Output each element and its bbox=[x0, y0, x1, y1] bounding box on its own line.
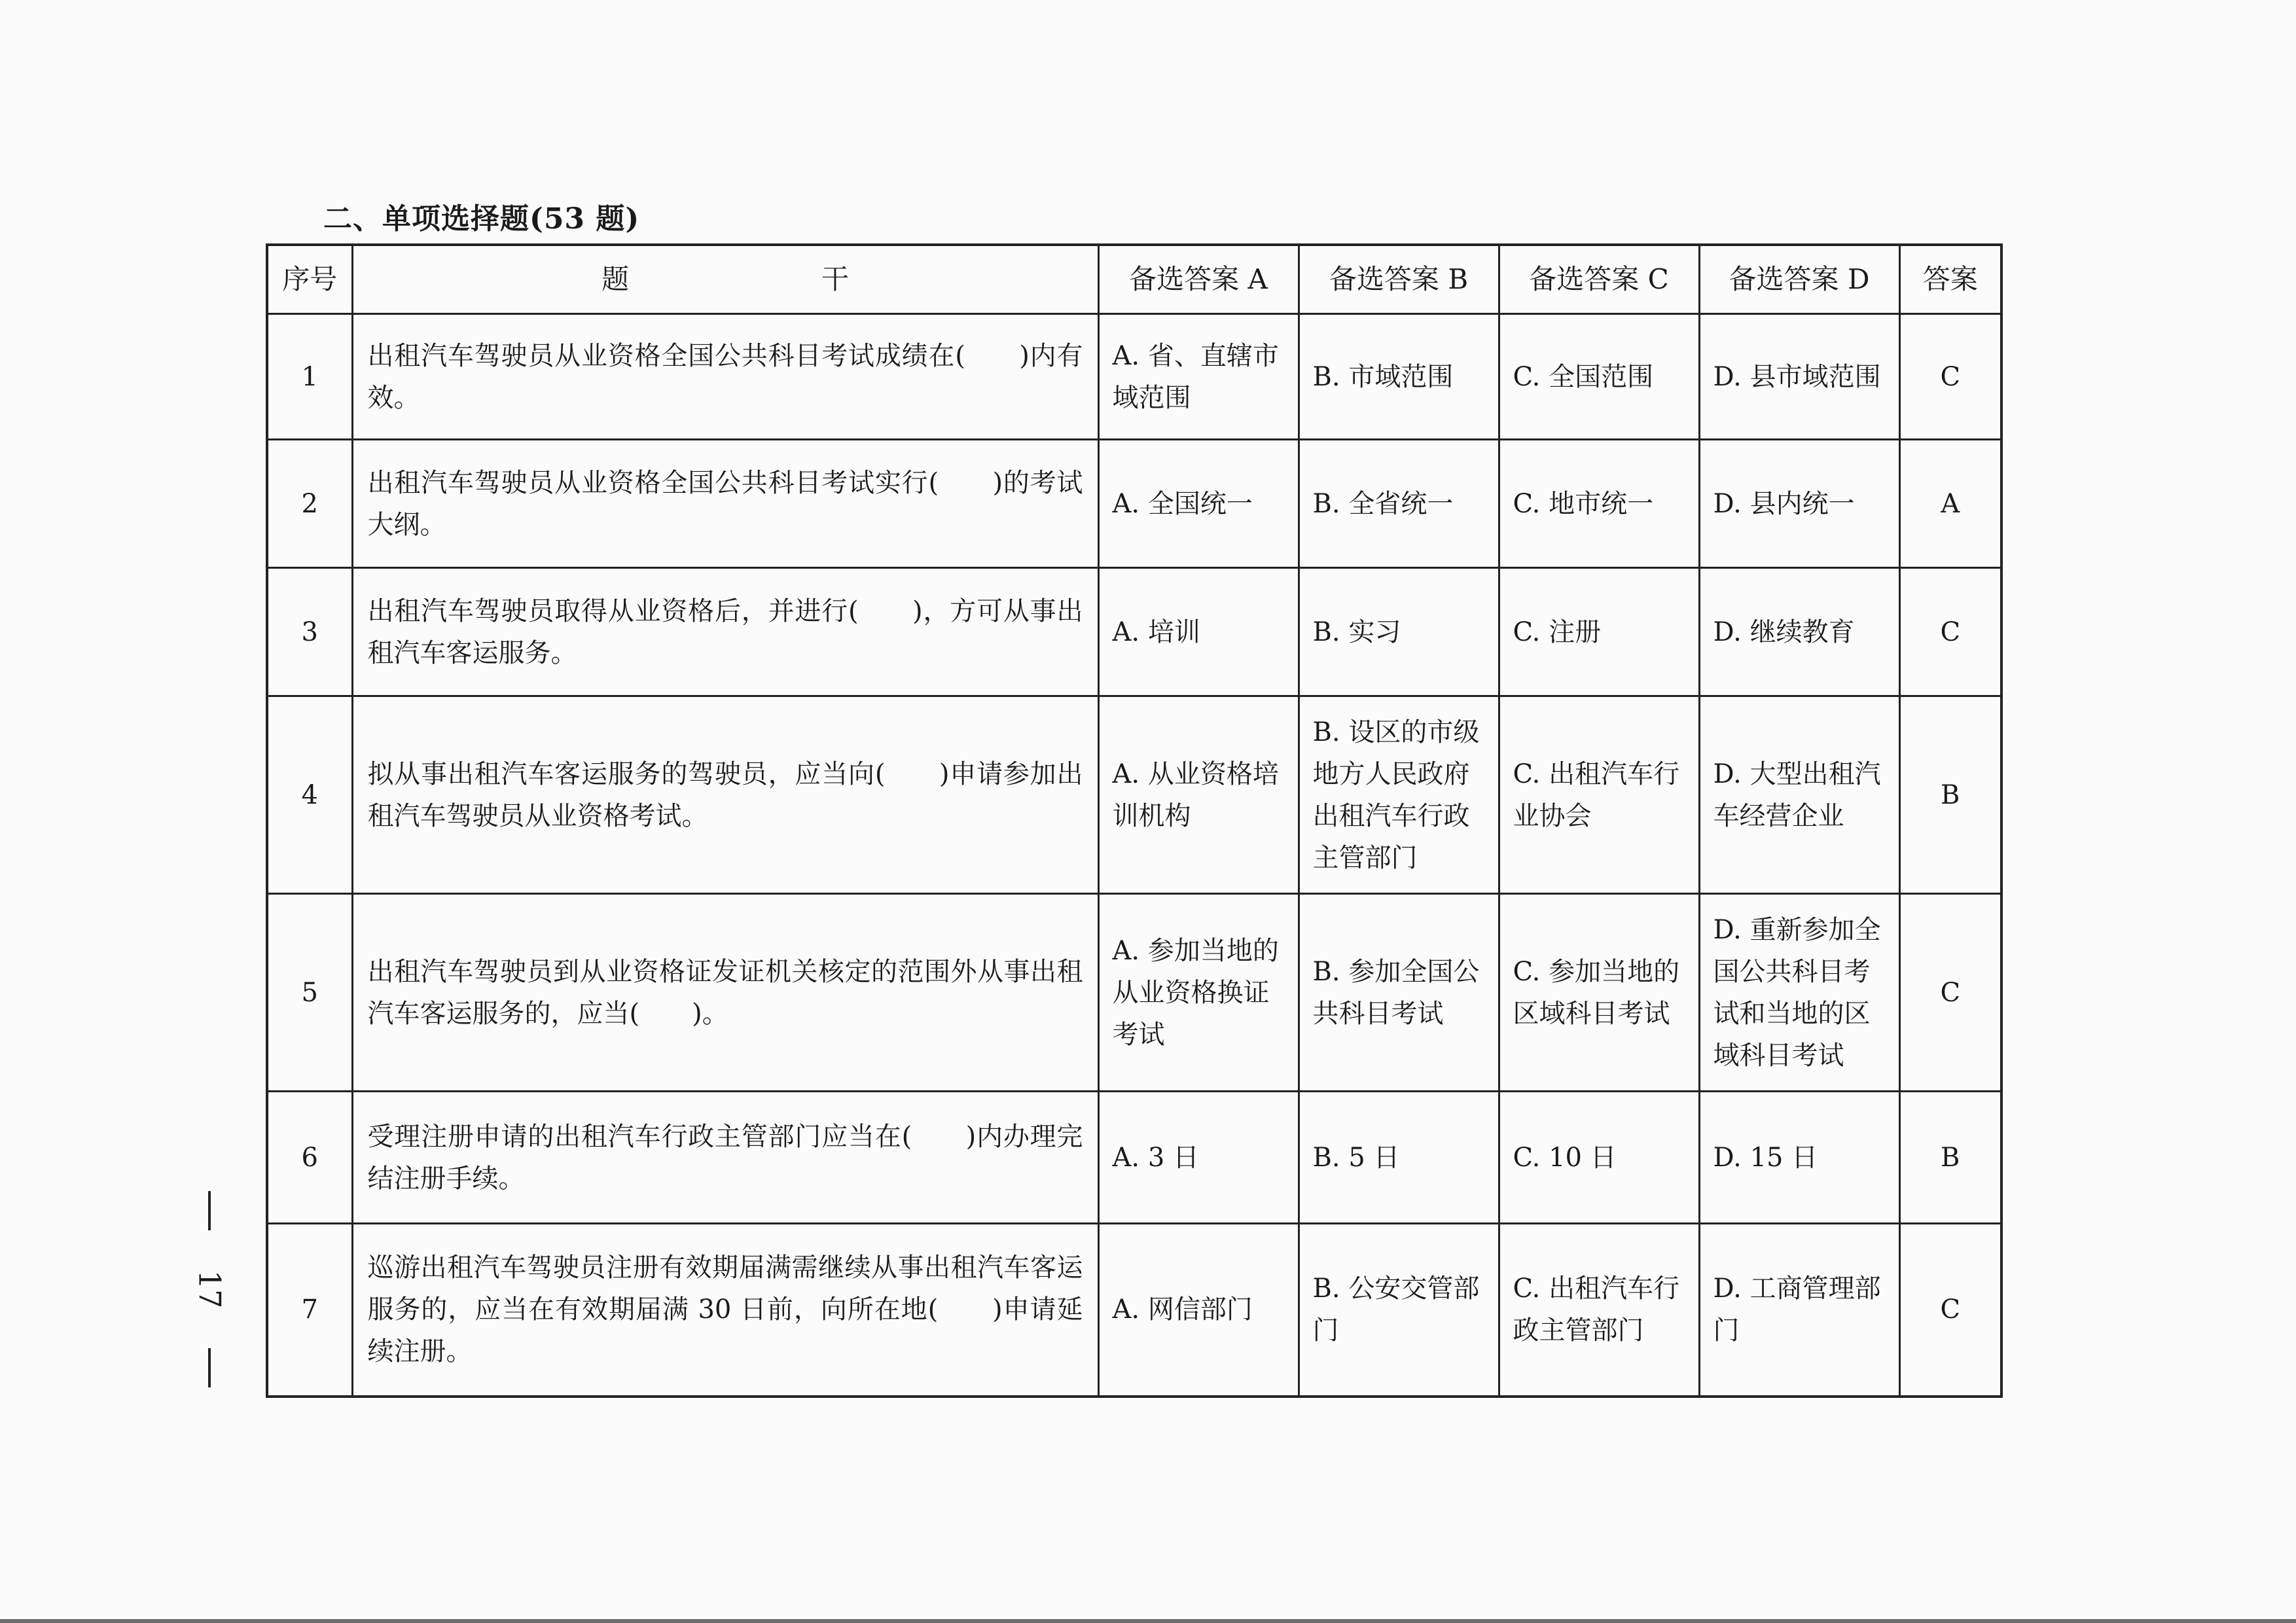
header-option-a: 备选答案 A bbox=[1098, 245, 1299, 314]
option-c: C. 地市统一 bbox=[1499, 440, 1699, 568]
option-a: A. 3 日 bbox=[1098, 1092, 1299, 1224]
option-d: D. 重新参加全国公共科目考试和当地的区域科目考试 bbox=[1699, 894, 1899, 1092]
option-d: D. 大型出租汽车经营企业 bbox=[1699, 696, 1899, 894]
answer-cell: C bbox=[1899, 1224, 2001, 1397]
header-answer: 答案 bbox=[1899, 245, 2001, 314]
option-b: B. 全省统一 bbox=[1299, 440, 1499, 568]
option-b: B. 实习 bbox=[1299, 568, 1499, 696]
row-number: 3 bbox=[267, 568, 352, 696]
table-row bbox=[267, 894, 2001, 1092]
answer-cell: C bbox=[1899, 314, 2001, 440]
option-d: D. 继续教育 bbox=[1699, 568, 1899, 696]
question-stem: 出租汽车驾驶员取得从业资格后，并进行( )，方可从事出租汽车客运服务。 bbox=[352, 568, 1098, 696]
option-d: D. 工商管理部门 bbox=[1699, 1224, 1899, 1397]
option-d: D. 15 日 bbox=[1699, 1092, 1899, 1224]
option-b: B. 5 日 bbox=[1299, 1092, 1499, 1224]
option-c: C. 参加当地的区域科目考试 bbox=[1499, 894, 1699, 1092]
question-stem: 出租汽车驾驶员到从业资格证发证机关核定的范围外从事出租汽车客运服务的，应当( )。 bbox=[352, 894, 1098, 1092]
option-a: A. 培训 bbox=[1098, 568, 1299, 696]
option-b: B. 市域范围 bbox=[1299, 314, 1499, 440]
question-table bbox=[266, 243, 2003, 1398]
question-stem: 受理注册申请的出租汽车行政主管部门应当在( )内办理完结注册手续。 bbox=[352, 1092, 1098, 1224]
option-d: D. 县内统一 bbox=[1699, 440, 1899, 568]
option-c: C. 10 日 bbox=[1499, 1092, 1699, 1224]
option-b: B. 公安交管部门 bbox=[1299, 1224, 1499, 1397]
header-option-c: 备选答案 C bbox=[1499, 245, 1699, 314]
option-a: A. 省、直辖市域范围 bbox=[1098, 314, 1299, 440]
option-a: A. 参加当地的从业资格换证考试 bbox=[1098, 894, 1299, 1092]
option-a: A. 全国统一 bbox=[1098, 440, 1299, 568]
table-header-row bbox=[267, 245, 2001, 314]
page-number-dash-bottom bbox=[208, 1348, 211, 1387]
question-stem: 出租汽车驾驶员从业资格全国公共科目考试实行( )的考试大纲。 bbox=[352, 440, 1098, 568]
page-number-text: 17 bbox=[191, 1270, 227, 1309]
row-number: 6 bbox=[267, 1092, 352, 1224]
row-number: 2 bbox=[267, 440, 352, 568]
option-d: D. 县市域范围 bbox=[1699, 314, 1899, 440]
option-a: A. 网信部门 bbox=[1098, 1224, 1299, 1397]
answer-cell: A bbox=[1899, 440, 2001, 568]
section-title: 二、单项选择题(53 题) bbox=[323, 202, 640, 236]
table-row bbox=[267, 696, 2001, 894]
question-stem: 巡游出租汽车驾驶员注册有效期届满需继续从事出租汽车客运服务的，应当在有效期届满 30 日前，向所在地( )申请延续注册。 bbox=[352, 1224, 1098, 1397]
answer-cell: C bbox=[1899, 568, 2001, 696]
answer-cell: B bbox=[1899, 1092, 2001, 1224]
table-row bbox=[267, 1092, 2001, 1224]
option-c: C. 出租汽车行业协会 bbox=[1499, 696, 1699, 894]
table-row bbox=[267, 1224, 2001, 1397]
row-number: 4 bbox=[267, 696, 352, 894]
row-number: 1 bbox=[267, 314, 352, 440]
page-number bbox=[190, 1191, 229, 1387]
scan-edge bbox=[0, 1619, 2296, 1623]
question-stem: 出租汽车驾驶员从业资格全国公共科目考试成绩在( )内有效。 bbox=[352, 314, 1098, 440]
option-a: A. 从业资格培训机构 bbox=[1098, 696, 1299, 894]
option-c: C. 出租汽车行政主管部门 bbox=[1499, 1224, 1699, 1397]
header-num: 序号 bbox=[267, 245, 352, 314]
header-option-b: 备选答案 B bbox=[1299, 245, 1499, 314]
table-row bbox=[267, 314, 2001, 440]
option-c: C. 全国范围 bbox=[1499, 314, 1699, 440]
option-b: B. 参加全国公共科目考试 bbox=[1299, 894, 1499, 1092]
answer-cell: C bbox=[1899, 894, 2001, 1092]
row-number: 5 bbox=[267, 894, 352, 1092]
table-row bbox=[267, 568, 2001, 696]
answer-cell: B bbox=[1899, 696, 2001, 894]
row-number: 7 bbox=[267, 1224, 352, 1397]
header-stem: 题 干 bbox=[352, 245, 1098, 314]
option-b: B. 设区的市级地方人民政府出租汽车行政主管部门 bbox=[1299, 696, 1499, 894]
question-stem: 拟从事出租汽车客运服务的驾驶员，应当向( )申请参加出租汽车驾驶员从业资格考试。 bbox=[352, 696, 1098, 894]
table-row bbox=[267, 440, 2001, 568]
page-number-dash-top bbox=[208, 1191, 211, 1230]
option-c: C. 注册 bbox=[1499, 568, 1699, 696]
header-option-d: 备选答案 D bbox=[1699, 245, 1899, 314]
